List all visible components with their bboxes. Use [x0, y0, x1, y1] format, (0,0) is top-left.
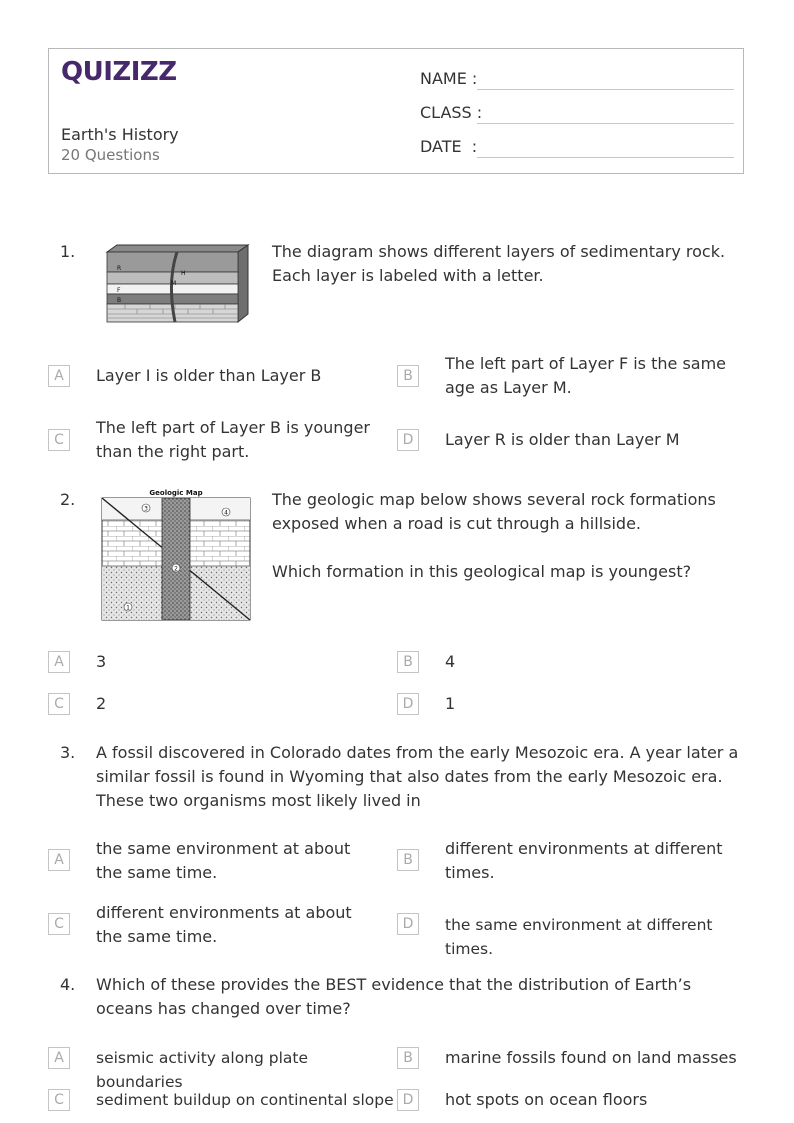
worksheet-header — [48, 48, 744, 174]
option-b-box[interactable]: B — [397, 365, 419, 387]
option-b-text[interactable]: The left part of Layer F is the same age as Layer M. — [445, 354, 727, 397]
geologic-map-title: Geologic Map — [149, 489, 203, 497]
option-a-text[interactable]: 3 — [96, 652, 107, 671]
class-label: CLASS : — [420, 103, 483, 122]
map-label-1: 1 — [126, 604, 130, 612]
option-d-text[interactable]: hot spots on ocean floors — [445, 1090, 648, 1109]
option-a-box[interactable]: A — [48, 365, 70, 387]
option-d-text[interactable]: the same environment at different times. — [445, 916, 713, 958]
option-d-box[interactable]: D — [397, 1089, 419, 1111]
layer-label-b: B — [117, 297, 122, 304]
option-a-box[interactable]: A — [48, 651, 70, 673]
option-c-box[interactable]: C — [48, 693, 70, 715]
option-b-box[interactable]: B — [397, 651, 419, 673]
option-a-text[interactable]: Layer I is older than Layer B — [96, 366, 322, 385]
name-field[interactable] — [420, 69, 734, 93]
option-c-box[interactable]: C — [48, 913, 70, 935]
option-b-box[interactable]: B — [397, 1047, 419, 1069]
question-text-paragraph: The geologic map below shows several rock formations exposed when a road is cut through a hillside. — [272, 490, 716, 533]
geologic-map-image — [100, 486, 252, 622]
option-c-box[interactable]: C — [48, 1089, 70, 1111]
option-a-text[interactable]: the same environment at about the same time. — [96, 839, 351, 882]
rock-layers-image — [105, 242, 250, 326]
option-c-text[interactable]: different environments at about the same time. — [96, 903, 352, 946]
option-d-text[interactable]: 1 — [445, 694, 456, 713]
question-text: A fossil discovered in Colorado dates from the early Mesozoic era. A year later a similar fossil is found in Wyoming that also dates from the early Mesozoic era. These two organisms most likely lived in — [96, 743, 739, 810]
option-a-text[interactable]: seismic activity along plate boundaries — [96, 1049, 309, 1091]
question-number: 2. — [60, 490, 76, 509]
question-count: 20 Questions — [61, 146, 160, 164]
class-line[interactable] — [477, 123, 734, 124]
class-field[interactable] — [420, 103, 734, 127]
map-label-3: 3 — [144, 505, 148, 513]
layer-label-r: R — [117, 265, 122, 272]
layer-label-m: M — [171, 280, 177, 287]
name-label: NAME : — [420, 69, 478, 88]
option-a-box[interactable]: A — [48, 1047, 70, 1069]
layer-label-h: H — [181, 270, 186, 277]
option-a-box[interactable]: A — [48, 849, 70, 871]
option-d-box[interactable]: D — [397, 429, 419, 451]
option-c-text[interactable]: 2 — [96, 694, 107, 713]
question-text: The diagram shows different layers of sedimentary rock. Each layer is labeled with a letter. — [272, 242, 726, 285]
question-number: 4. — [60, 975, 76, 994]
name-line[interactable] — [477, 89, 734, 90]
date-line[interactable] — [477, 157, 734, 158]
option-d-box[interactable]: D — [397, 913, 419, 935]
question-text — [272, 488, 742, 584]
map-label-2: 2 — [174, 565, 178, 573]
question-number: 1. — [60, 242, 76, 261]
option-c-box[interactable]: C — [48, 429, 70, 451]
option-b-text[interactable]: 4 — [445, 652, 456, 671]
question-text-prompt: Which formation in this geological map is youngest? — [272, 562, 692, 581]
option-b-text[interactable]: marine fossils found on land masses — [445, 1048, 737, 1067]
map-label-4: 4 — [224, 509, 228, 517]
worksheet-title: Earth's History — [61, 125, 179, 144]
option-c-text[interactable]: The left part of Layer B is younger than the right part. — [96, 418, 370, 461]
quizizz-logo: QUIZIZZ — [61, 57, 177, 87]
option-d-box[interactable]: D — [397, 693, 419, 715]
question-number: 3. — [60, 743, 76, 762]
layer-label-f: F — [117, 287, 121, 294]
date-label: DATE : — [420, 137, 478, 156]
option-c-text[interactable]: sediment buildup on continental slope — [96, 1091, 394, 1109]
option-d-text[interactable]: Layer R is older than Layer M — [445, 430, 680, 449]
question-text: Which of these provides the BEST evidence that the distribution of Earth’s oceans has changed over time? — [96, 975, 692, 1018]
option-b-box[interactable]: B — [397, 849, 419, 871]
option-b-text[interactable]: different environments at different times. — [445, 839, 723, 882]
date-field[interactable] — [420, 137, 734, 161]
